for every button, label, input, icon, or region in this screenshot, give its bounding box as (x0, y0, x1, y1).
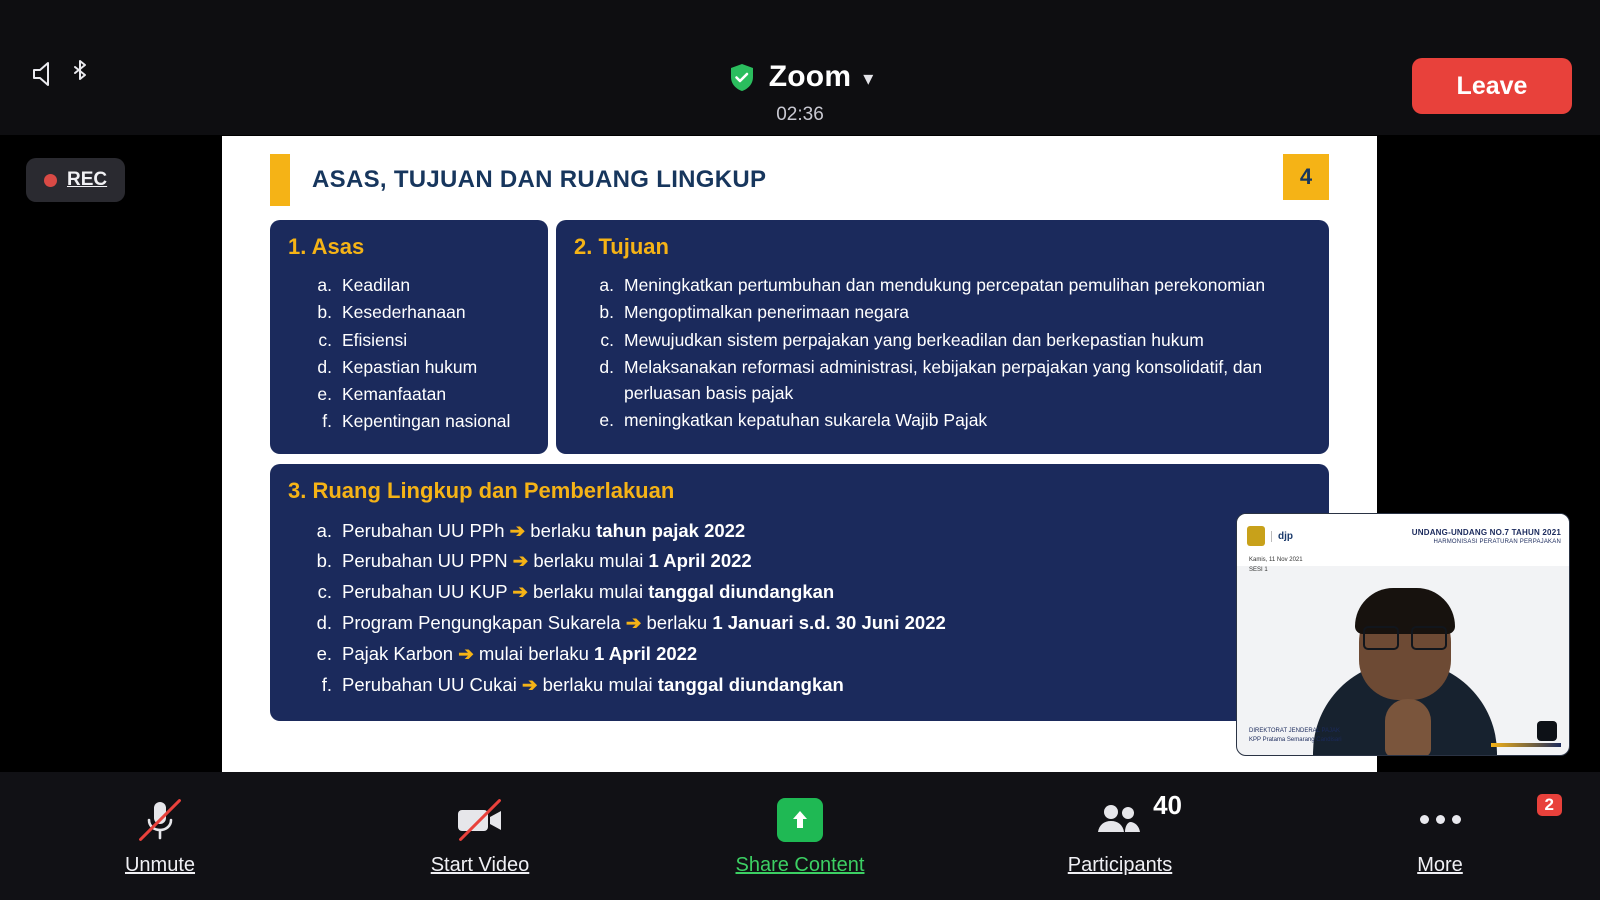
crest-icon (1247, 526, 1265, 546)
participants-count: 40 (1153, 789, 1182, 820)
participants-button[interactable] (960, 772, 1280, 900)
share-content-label: Share Content (735, 853, 865, 876)
slide-accent-bar (270, 154, 290, 206)
slide-header (270, 150, 1329, 210)
thumbnail-footer: DIREKTORAT JENDERAL PAJAK KPP Pratama Semarang Candisari (1249, 728, 1342, 743)
list-item: a. Keadilan (317, 275, 411, 295)
slide-top-panels (222, 210, 1377, 454)
slide-number-badge: 4 (1283, 154, 1329, 200)
list-item: f. Kepentingan nasional (322, 411, 511, 432)
panel-asas (270, 220, 548, 454)
meeting-toolbar (0, 772, 1600, 900)
list-item: c. Perubahan UU KUP ➔ berlaku mulai tanggal diundangkan (317, 581, 835, 603)
participants-label: Participants (1067, 853, 1173, 876)
djp-label: djp (1271, 531, 1293, 542)
panel-tujuan-list (574, 272, 1311, 434)
list-item: d. Kepastian hukum (317, 356, 478, 377)
thumbnail-background-slide (1237, 514, 1570, 756)
shared-screen-content[interactable] (222, 136, 1377, 772)
djp-logo (1247, 526, 1293, 546)
panel-tujuan-heading: 2. Tujuan (574, 234, 669, 259)
arrow-icon: ➔ (512, 581, 528, 603)
list-item: b. Mengoptimalkan penerimaan negara (599, 302, 910, 323)
thumbnail-title-line2: HARMONISASI PERATURAN PERPAJAKAN (1433, 539, 1561, 545)
presenter-glasses (1363, 626, 1447, 646)
recording-indicator[interactable] (26, 158, 125, 202)
panel-ruang-lingkup-heading: 3. Ruang Lingkup dan Pemberlakuan (288, 477, 675, 503)
more-badge-count: 2 (1537, 794, 1562, 816)
meeting-top-bar (0, 0, 1600, 135)
share-content-button[interactable] (640, 772, 960, 900)
arrow-icon: ➔ (521, 674, 538, 696)
more-label: More (1417, 853, 1463, 876)
leave-button[interactable]: Leave (1412, 58, 1572, 114)
list-item: b. Perubahan UU PPN ➔ berlaku mulai 1 April 2022 (316, 550, 752, 572)
list-item: e. Kemanfaatan (317, 384, 447, 404)
speaker-video-thumbnail[interactable] (1236, 513, 1570, 756)
list-item: c. Mewujudkan sistem perpajakan yang berkeadilan dan berkepastian hukum (600, 329, 1204, 350)
share-screen-icon (777, 796, 823, 844)
list-item: a. Perubahan UU PPh ➔ berlaku tahun pajak 2022 (316, 519, 746, 541)
panel-ruang-lingkup (270, 464, 1329, 722)
list-item: e. meningkatkan kepatuhan sukarela Wajib Pajak (599, 410, 988, 431)
arrow-icon: ➔ (512, 550, 529, 572)
encryption-shield-icon (727, 61, 757, 93)
more-button[interactable] (1280, 772, 1600, 900)
recording-label: REC (67, 169, 108, 190)
slide-title: ASAS, TUJUAN DAN RUANG LINGKUP (312, 166, 767, 193)
video-muted-icon (452, 796, 508, 844)
microphone-muted-icon (138, 796, 182, 844)
meeting-info (0, 60, 1600, 126)
more-icon (1420, 796, 1461, 844)
arrow-icon: ➔ (625, 612, 642, 634)
thumbnail-title (1412, 528, 1561, 545)
unmute-label: Unmute (124, 853, 196, 876)
thumbnail-date: Kamis, 11 Nov 2021 SESI 1 (1249, 557, 1303, 573)
list-item: c. Efisiensi (318, 329, 408, 350)
list-item: b. Kesederhanaan (317, 302, 466, 323)
list-item: d. Program Pengungkapan Sukarela ➔ berlaku 1 Januari s.d. 30 Juni 2022 (316, 612, 946, 634)
panel-asas-list (288, 272, 530, 435)
meeting-timer: 02:36 (776, 104, 824, 125)
panel-ruang-lingkup-list (288, 516, 1311, 701)
list-item: f. Perubahan UU Cukai ➔ berlaku mulai tanggal diundangkan (321, 674, 844, 696)
meeting-title: Zoom (768, 60, 852, 93)
arrow-icon: ➔ (458, 643, 474, 665)
panel-tujuan (556, 220, 1329, 454)
record-dot-icon (44, 174, 57, 187)
unmute-button[interactable] (0, 772, 320, 900)
list-item: a. Meningkatkan pertumbuhan dan mendukung percepatan pemulihan perekonomian (599, 275, 1266, 295)
panel-asas-heading: 1. Asas (288, 234, 365, 259)
presenter-hand (1385, 699, 1431, 756)
participants-icon (1092, 789, 1182, 844)
arrow-icon: ➔ (509, 519, 526, 541)
start-video-button[interactable] (320, 772, 640, 900)
list-item: d. Melaksanakan reformasi administrasi, kebijakan perpajakan yang konsolidatif, dan perluasan basis pajak (599, 356, 1263, 403)
chevron-down-icon[interactable]: ▾ (863, 68, 874, 90)
thumbnail-title-line1: UNDANG-UNDANG NO.7 TAHUN 2021 (1411, 528, 1561, 537)
thumbnail-badge-icon (1537, 721, 1557, 741)
start-video-label: Start Video (430, 853, 530, 876)
list-item: e. Pajak Karbon ➔ mulai berlaku 1 April 2022 (316, 643, 698, 665)
thumbnail-footer-bar (1491, 743, 1561, 747)
